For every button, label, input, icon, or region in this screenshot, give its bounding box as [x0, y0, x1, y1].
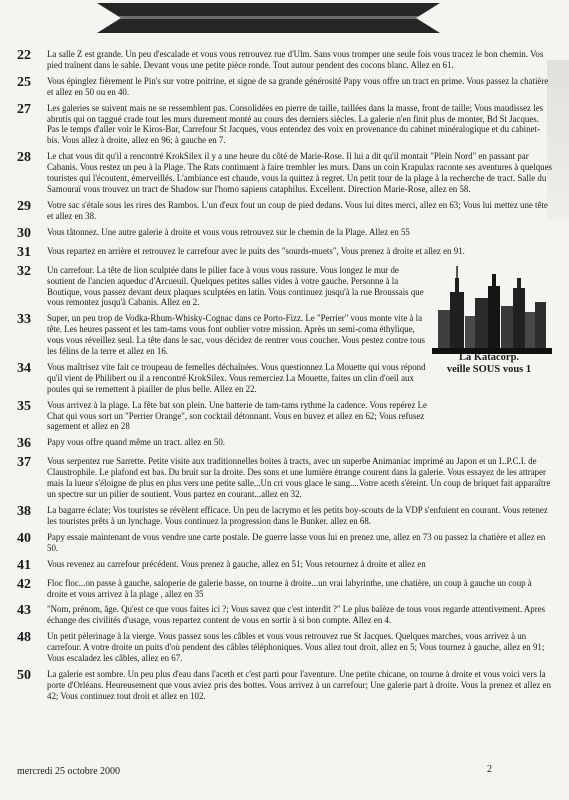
caption-line-1: La Katacorp.: [458, 352, 520, 363]
paragraph-number: 43: [17, 603, 31, 619]
paragraph-number: 37: [17, 455, 31, 471]
skyline-caption: [419, 352, 559, 376]
paragraph-text: Un petit pèlerinage à la vierge. Vous passez sous les câbles et vous vous retrouvez rue St Jacques. Quelques marches, vous arrivez à un carrefour. A votre droite un puits d'où pendent des câbles téléphoniques. Vous allez tout droit, allez en 5; Vous tournez à gauche, allez en 91; Vous escaladez les câbles, allez en 67.: [47, 631, 545, 664]
paragraph-number: 36: [17, 436, 31, 452]
paragraph-text: "Nom, prénom, âge. Qu'est ce que vous faites ici ?; Vous savez que c'est interdit ?" Le plus balèze de tous vous regarde attentivement. Apres échange des civilités d'usage, vous repartez content de vous en sortir à si bon compte. Allez en 4.: [47, 604, 546, 626]
paragraph-text: Le chat vous dit qu'il a rencontré KrokSilex il y a une heure du côté de Marie-Rose. Il lui a dit qu'il montait "Plein Nord" en passant par Cabanis. Vous restez un peu à la Plage. The Rats continuent à faire trembler les murs. Dans un coin Krapulax raconte ses aventures à quelques touristes qui l'écoutent, émerveillés. L'ambiance est chaude, vous la quittez à regret. Un petit tour de la plage à la recherche de tract. Salle du Samouraï vous trouvez un tract de Shadow sur l'homo sapiens cataphilus. Excellent. Direction Marie-Rose, allez en 58.: [47, 151, 552, 194]
caption-line-2: veille SOUS vous 1: [446, 364, 532, 375]
page-number: 2: [487, 764, 492, 775]
paragraph-entry: [17, 227, 552, 241]
paragraph-text: Votre sac s'étale sous les rires des Rambos. L'un d'eux fout un coup de pied dedans. Vous lui dites merci, allez en 63; Vous lui mettez une tête et allez en 38.: [47, 199, 548, 221]
paragraph-number: 42: [17, 576, 31, 592]
paragraph-entry: [17, 103, 552, 147]
header-banner: [97, 3, 440, 33]
paragraph-entry: [17, 631, 552, 664]
footer-date: mercredi 25 octobre 2000: [17, 766, 121, 777]
paragraph-text: Super, un peu trop de Vodka-Rhum-Whisky-Cognac dans ce Porto-Fizz. Le "Perrier" vous monte vite à la tête. Les heures passent et les tam-tams vous font oublier votre mission. Après un semi-coma éthylique, vous vous réveillez seul. La tête dans le sac, vous décidez de rentrer vous coucher. Vous pestez contre tous les félins de la terre et allez en 16.: [47, 313, 425, 357]
paragraph-number: 34: [17, 360, 31, 376]
paragraph-number: 50: [17, 667, 31, 683]
city-skyline-illustration: [432, 258, 552, 354]
paragraph-entry: [17, 151, 552, 195]
paragraph-entry: [17, 578, 552, 600]
paragraph-text: Papy vous offre quand même un tract. allez en 50.: [47, 437, 226, 448]
paragraph-number: 29: [17, 198, 31, 214]
paragraph-number: 25: [17, 74, 31, 90]
paragraph-number: 28: [17, 150, 31, 166]
paragraph-text: Un carrefour. La tête de lion sculptée dans le pilier face à vous vous rassure. Vous longez le mur de soutient de l'ancien aqueduc d'Arcueuil. Quelques petites salles vides à votre gauche. Personne à la Boutique, vous passez devant deux plaques sculptées en latin. Vous continuez jusqu'à la rue Broussais que vous remontez jusqu'à Cabanis. Allez en 2.: [47, 264, 424, 308]
paragraph-entry: [17, 49, 552, 71]
paragraph-entry: [17, 200, 552, 222]
paragraph-entry: [17, 505, 552, 527]
paragraph-number: 38: [17, 504, 31, 519]
paragraph-entry: [17, 559, 552, 573]
paragraph-text: Vous revenez au carrefour précédent. Vous prenez à gauche, allez en 51; Vous retournez à droite et allez en: [47, 558, 426, 569]
paragraph-text: Floc floc...on passe à gauche, saloperie de galerie basse, on tourne à droite...un vrai labyrinthe, une chatière, un coup à gauche un coup à droite et vous arrivez à la plage , allez en 35: [47, 577, 532, 599]
paragraph-text: La galerie est sombre. Un peu plus d'eau dans l'aceth et c'est parti pour l'aventure. Une petite chicane, on tourne à droite et vous voici vers la porte d'Orléans. Heureusement que vous aviez pris des bottes. Vous arrivez à un carrefour; Une galerie part à droite. Vous la prenez et allez en 42; Vous continuez tout droit et allez en 102.: [47, 668, 551, 701]
paragraph-entry: [17, 400, 552, 433]
paragraph-text: Vous repartez en arrière et retrouvez le carrefour avec le puits des "sourds-muets", Vous prenez à droite et allez en 91.: [47, 245, 465, 256]
paragraph-number: 30: [17, 225, 31, 241]
paragraph-entry: [17, 532, 552, 554]
paragraph-number: 40: [17, 530, 31, 546]
paragraph-number: 48: [17, 630, 31, 646]
paragraph-entry: [17, 76, 552, 98]
paragraph-number: 22: [17, 48, 31, 63]
paragraph-number: 31: [17, 244, 31, 260]
paragraph-number: 33: [17, 312, 31, 328]
paragraph-text: Vous maîtrisez vite fait ce troupeau de femelles déchaînées. Vous questionnez La Mouette qui vous répond qu'il vient de Philibert ou il a rencontré KrokSilex. Vous remerciez La Mouette, faites un clin d'oeil aux poules qui se remettent à piailler de plus belle. Allez en 22.: [47, 361, 426, 394]
paragraph-number: 27: [17, 101, 31, 117]
paragraph-text: Vous tâtonnez. Une autre galerie à droite et vous vous retrouvez sur le chemin de la Plage. Allez en 55: [47, 226, 410, 237]
paragraph-text: Vous épinglez fièrement le Pin's sur votre poitrine, et signe de sa grande générosité Papy vous offre un tract en prime. Vous passez la chatière et allez en 50 ou en 40.: [47, 75, 549, 97]
paragraph-text: Vous serpentez rue Sarrette. Petite visite aux traditionnelles boites à tracts, avec un superbe Animaniac imprimé au Japon et un L.P.C.I. de Claustrophile. Le plafond est bas. Du bruit sur la droite. Des sons et une lumière étrange courent dans la galerie. Vous essayez de les attraper mais la lueur s'éloigne de plus en plus vers une petite salle...Un cri vous glace le sang....Votre aceth s'éteint. Un coup de briquet fait apparaître un spectre sur un pilier de soutient. Vous partez en courant...allez en 32.: [47, 456, 551, 500]
paragraph-entry: [17, 437, 552, 451]
paragraph-text: La bagarre éclate; Vos touristes se révèlent efficace. Un peu de lacrymo et les petits boy-scouts de la VDP s'enfuient en courant. Vous retenez les touristes prêts à un lynchage. Vous continuez la progression dans le Bunker. allez en 68.: [47, 505, 548, 526]
paragraph-text: Vous arrivez à la plage. La fête bat son plein. Une batterie de tam-tams rythme la cadence. Vous repérez Le Chat qui vous sort un "Perrier Orange", son cocktail détonnant. Vous en buvez et allez en 62; Vous refusez sagement et allez en 28: [47, 399, 427, 432]
paragraph-entry: [17, 456, 552, 500]
paragraph-text: La salle Z est grande. Un peu d'escalade et vous vous retrouvez rue d'Ulm. Sans vous tromper une seule fois vous tracez le bon chemin. Vos pied traînent dans le sable. Devant vous une petite pièce ronde. Tout autour pendent des cocons blanc. Allez en 61.: [47, 49, 544, 70]
paragraph-number: 35: [17, 398, 31, 414]
paragraph-number: 41: [17, 557, 31, 573]
paragraph-text: Les galeries se suivent mais ne se ressemblent pas. Consolidées en pierre de taille, taillées dans la masse, front de taille; Vous maudissez les abrutis qui on taggué crade tout les murs durement monté au cours des derniers siècles. La galerie n'en finit plus de monter, Bd St Jacques. Pas le temps d'aller voir le Kiros-Bar, Carrefour St Jacques, vous entendez des voix en provenance du cabinet minéralogique et du cabinet-bis. Vous allez à droite, allez en 96; à gauche en 7.: [47, 102, 544, 146]
paragraph-entry: [17, 604, 552, 626]
entries-list: [17, 49, 552, 707]
paragraph-entry: [17, 669, 552, 702]
paragraph-number: 32: [17, 263, 31, 279]
paragraph-text: Papy essaie maintenant de vous vendre une carte postale. De guerre lasse vous lui en prenez une, allez en 73 ou passez la chatière et allez en 50.: [47, 531, 546, 553]
